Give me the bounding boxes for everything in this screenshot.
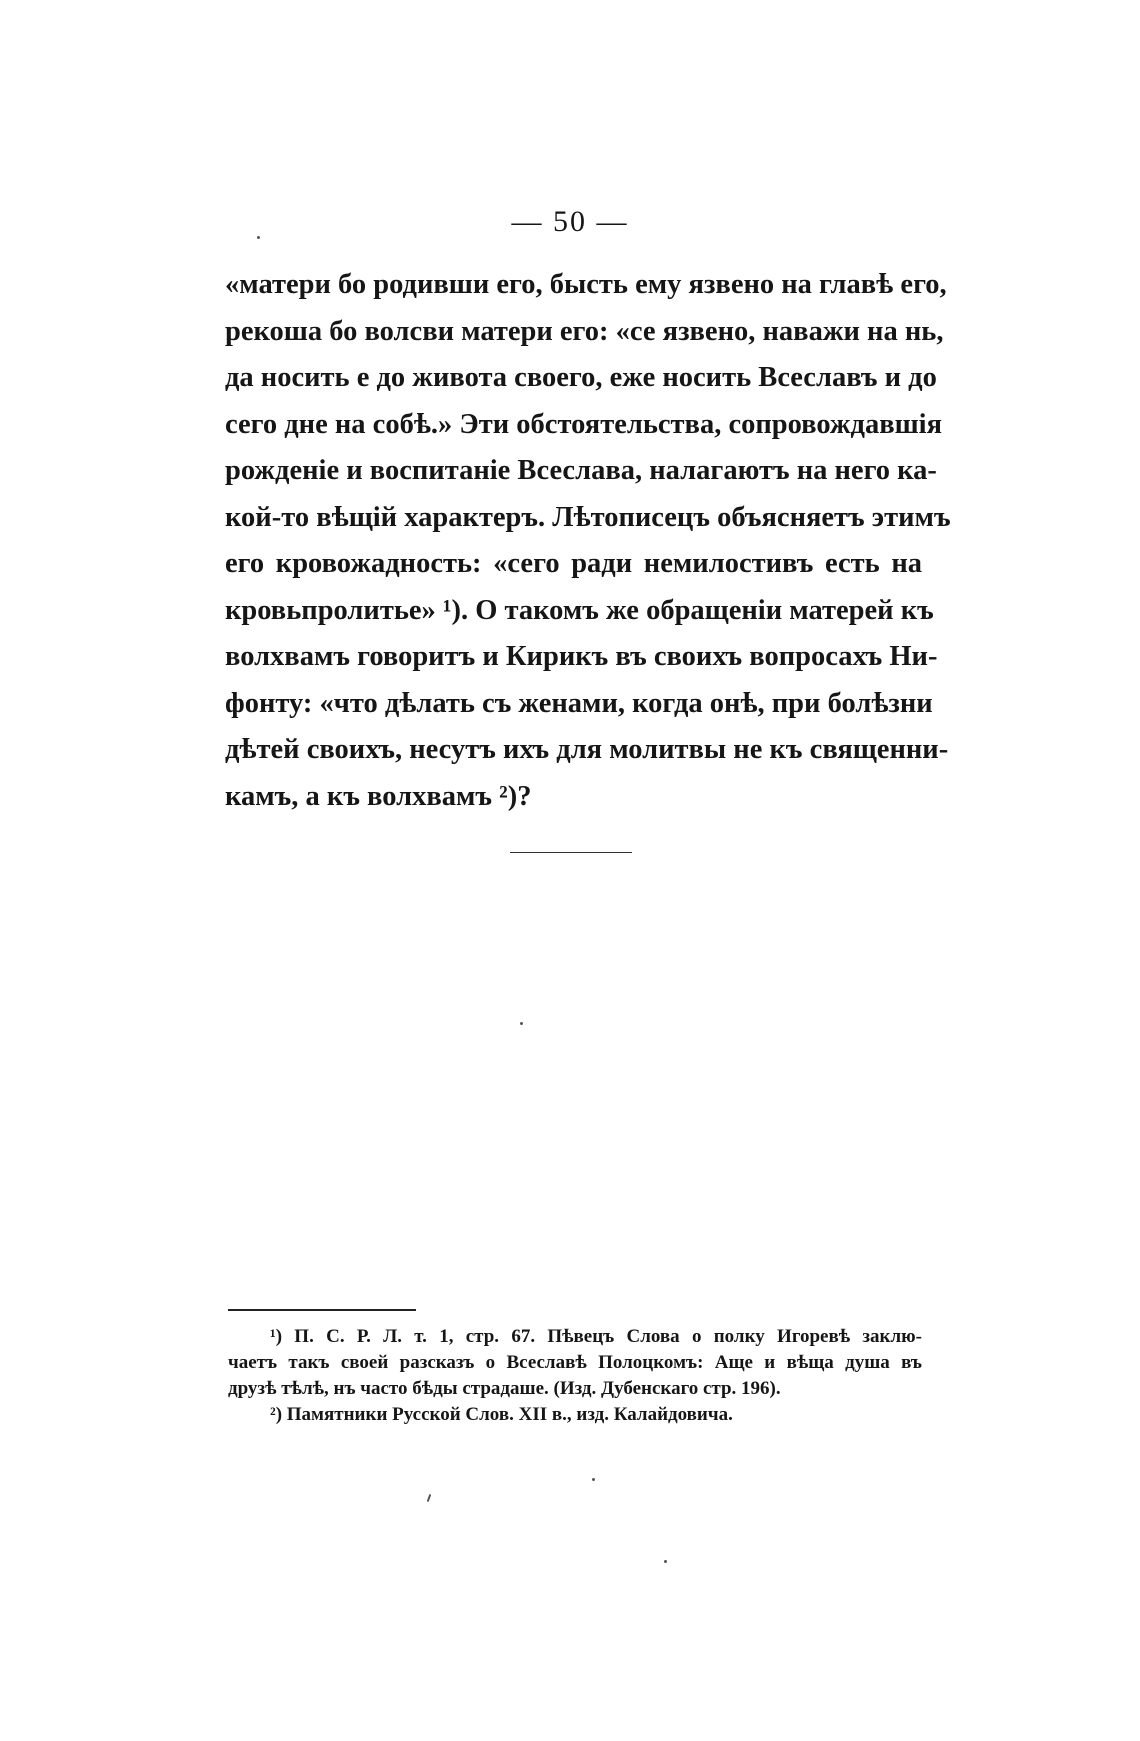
scan-speck	[592, 1478, 595, 1481]
text-line: рекоша бо волсви матери его: «се язвено, наважи на нь,	[225, 315, 944, 347]
body-text	[225, 262, 951, 820]
text-line: дѣтей своихъ, несутъ ихъ для молитвы не къ священни-	[225, 734, 949, 765]
scan-speck	[427, 1494, 432, 1502]
text-line: «матери бо родивши его, бысть ему язвено на главѣ его,	[225, 269, 947, 300]
footnote-line: друзѣ тѣлѣ, нъ часто бѣды страдаше. (Изд. Дубенскаго стр. 196).	[228, 1378, 781, 1399]
scan-speck	[520, 1022, 523, 1025]
text-line: сего дне на собѣ.» Эти обстоятельства, сопровождавшія	[225, 408, 943, 440]
text-line: его кровожадность: «сего ради немилостивъ есть на	[225, 548, 922, 579]
scan-speck	[664, 1560, 667, 1563]
section-divider	[510, 852, 632, 853]
footnote-line: ²) Памятники Русской Слов. XII в., изд. Калайдовича.	[270, 1404, 733, 1425]
page-number: — 50 —	[511, 205, 629, 238]
scan-speck	[257, 236, 260, 239]
text-line: рожденіе и воспитаніе Всеслава, налагаютъ на него ка-	[225, 455, 937, 486]
text-line: кой-то вѣщій характеръ. Лѣтописецъ объясняетъ этимъ	[225, 501, 951, 533]
footnote-line: ¹) П. С. Р. Л. т. 1, стр. 67. Пѣвецъ Слова о полку Игоревѣ заклю-	[270, 1326, 922, 1347]
text-line: кровьпролитье» ¹). О такомъ же обращеніи матерей къ	[225, 594, 934, 626]
text-line: волхвамъ говоритъ и Кирикъ въ своихъ вопросахъ Ни-	[225, 641, 938, 672]
text-line: да носить е до живота своего, еже носить Всеславъ и до	[225, 362, 937, 393]
footnotes	[228, 1324, 922, 1428]
footnote-divider	[228, 1309, 416, 1311]
footnote-line: чаетъ такъ своей разсказъ о Всеславѣ Полоцкомъ: Аще и вѣща душа въ	[228, 1352, 922, 1373]
text-line: камъ, а къ волхвамъ ²)?	[225, 780, 532, 812]
text-line: фонту: «что дѣлать съ женами, когда онѣ, при болѣзни	[225, 687, 933, 719]
